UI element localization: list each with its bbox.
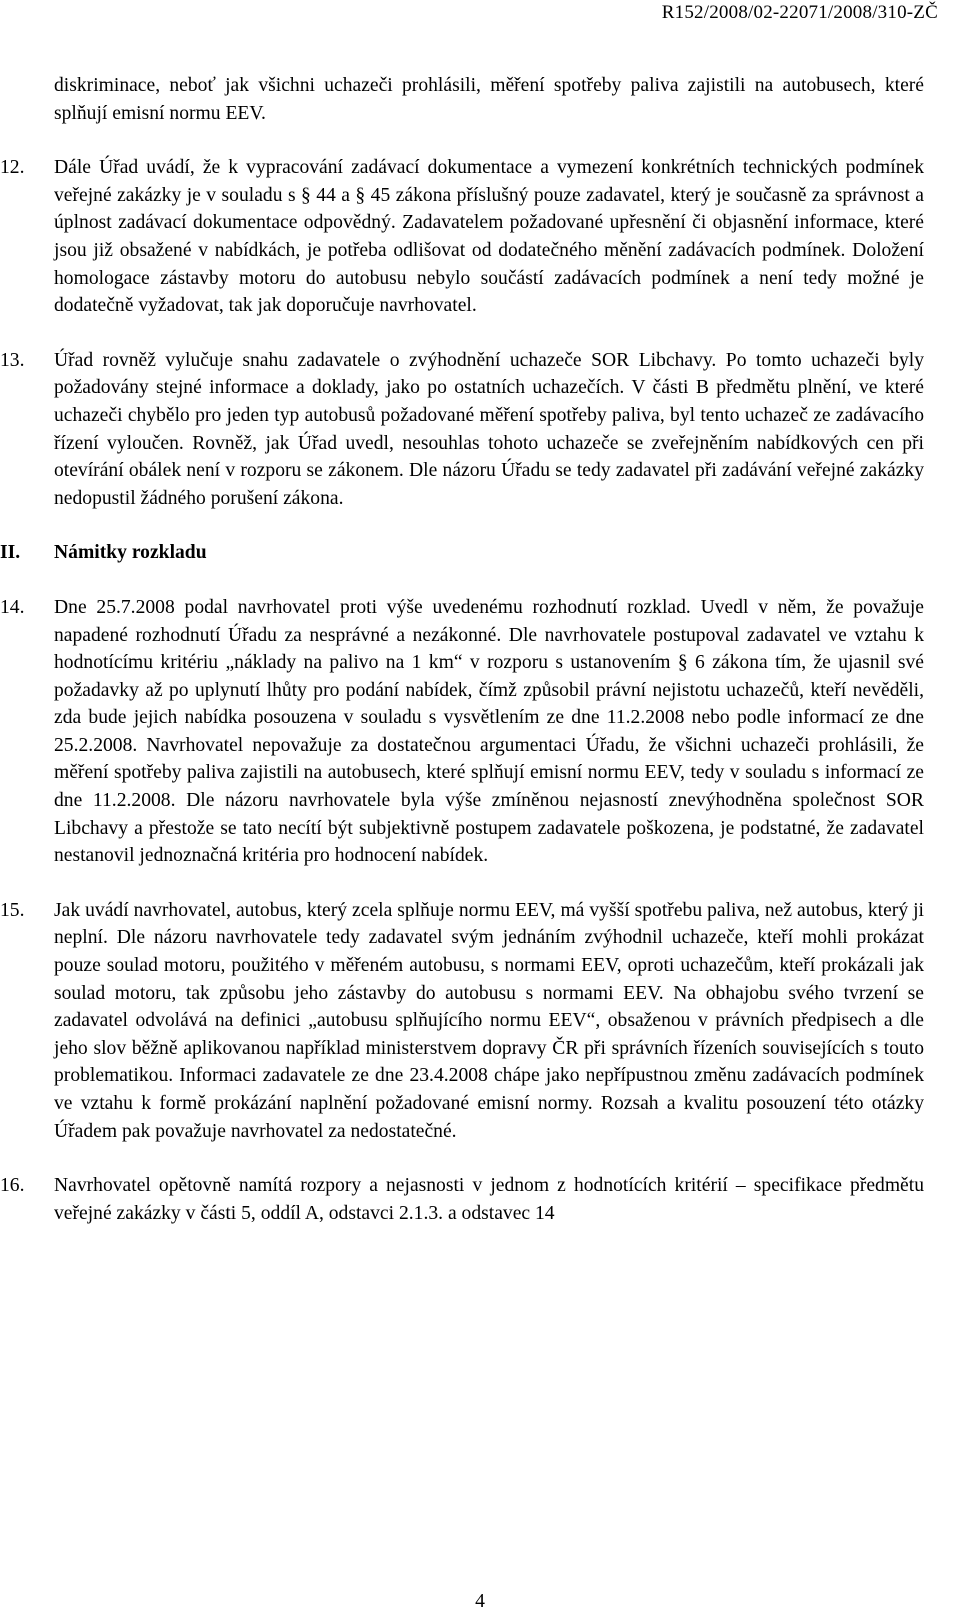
paragraph-number: 12. (0, 157, 25, 179)
spacer (54, 127, 924, 154)
paragraph-number: 14. (0, 596, 25, 618)
section-heading (0, 539, 924, 567)
paragraph-12 (0, 154, 924, 320)
paragraph-text: Navrhovatel opětovně namítá rozpory a nejasnosti v jednom z hodnotících kritérií – specifikace předmětu veřejné zakázky v části 5, oddíl A, odstavci 2.1.3. a odstavec 14 (54, 1175, 924, 1224)
page-number: 4 (475, 1591, 485, 1612)
spacer (54, 512, 924, 539)
paragraph-number: 16. (0, 1175, 25, 1197)
paragraph-14 (0, 594, 924, 870)
paragraph-text: Dne 25.7.2008 podal navrhovatel proti výše uvedenému rozhodnutí rozklad. Uvedl v něm, že považuje napadené rozhodnutí Úřadu za nesprávné a nezákonné. Dle navrhovatele postupoval zadavatel ve vztahu k hodnotícímu kritériu „náklady na palivo na 1 km“ v rozporu s ustanovením § 6 zákona tím, že ujasnil své požadavky až po uplynutí lhůty pro podání nabídek, čímž způsobil právní nejistotu uchazečů, kteří nevěděli, zda bude jejich nabídka posouzena v souladu s vysvětlením ze dne 11.2.2008 nebo podle informací ze dne 25.2.2008. Navrhovatel nepovažuje za dostatečnou argumentaci Úřadu, že všichni uchazeči prohlásili, že měření spotřeby paliva zajistili na autobusech, které splňují emisní normu EEV, tedy v souladu s informací ze dne 11.2.2008. Dle názoru navrhovatele byla výše zmíněnou nejasností znevýhodněna společnost SOR Libchavy a přestože se tato necítí být subjektivně postupem zadavatele poškozena, je podstatné, že zadavatel nestanovil jednoznačná kritéria pro hodnocení nabídek. (54, 596, 924, 867)
spacer (54, 320, 924, 347)
document-body (0, 72, 924, 1227)
paragraph-text: Jak uvádí navrhovatel, autobus, který zcela splňuje normu EEV, má vyšší spotřebu paliva, než autobus, který ji neplní. Dle názoru navrhovatele tedy zadavatel svým jednáním zvýhodnil uchazeče, kteří mohli prokázat pouze soulad motoru, použitého v měřeném autobusu, s normami EEV, oproti uchazečům, kteří prokázali jak soulad motoru, tak způsobu jeho zástavby do autobusu s normami EEV. Na obhajobu svého tvrzení se zadavatel odvolává na definici „autobusu splňujícího normu EEV“, obsaženou v právních předpisech a dle jeho slov běžně aplikovanou například ministerstvem dopravy ČR při správních řízeních souvisejících s touto problematikou. Informaci zadavatele ze dne 23.4.2008 chápe jako nepřípustnou změnu zadávacích podmínek ve vztahu k formě prokázání naplnění požadované emisní normy. Rozsah a kvalitu posouzení této otázky Úřadem pak považuje navrhovatel za nedostatečné. (54, 899, 924, 1142)
paragraph-text: Dále Úřad uvádí, že k vypracování zadávací dokumentace a vymezení konkrétních technických podmínek veřejné zakázky je v souladu s § 44 a § 45 zákona příslušný pouze zadavatel, který je současně za správnost a úplnost zadávací dokumentace odpovědný. Zadavatelem požadované upřesnění či objasnění informace, které jsou již obsažené v nabídkách, je potřeba odlišovat od dodatečného měnění zadávacích podmínek. Doložení homologace zástavby motoru do autobusu nebylo součástí zadávacích podmínek a není tedy možné je dodatečně vyžadovat, tak jak doporučuje navrhovatel. (54, 157, 924, 317)
spacer (54, 567, 924, 594)
intro-paragraph: diskriminace, neboť jak všichni uchazeči prohlásili, měření spotřeby paliva zajistili na autobusech, které splňují emisní normu EEV. (54, 75, 924, 124)
section-title: Námitky rozkladu (54, 542, 207, 564)
paragraph-13 (0, 347, 924, 513)
paragraph-number: 13. (0, 349, 25, 371)
paragraph-text: Úřad rovněž vylučuje snahu zadavatele o zvýhodnění uchazeče SOR Libchavy. Po tomto uchazeči byly požadovány stejné informace a doklady, jako po ostatních uchazečích. V části B předmětu plnění, ve které uchazeči chybělo pro jeden typ autobusů požadované měření spotřeby paliva, byl tento uchazeč ze zadávacího řízení vyloučen. Rovněž, jak Úřad uvedl, nesouhlas tohoto uchazeče se zveřejněním nabídkových cen při otevírání obálek není v rozporu se zákonem. Dle názoru Úřadu se tedy zadavatel při zadávání veřejné zakázky nedopustil žádného porušení zákona. (54, 349, 924, 509)
document-reference: R152/2008/02-22071/2008/310-ZČ (661, 2, 938, 23)
paragraph-16 (0, 1172, 924, 1227)
paragraph-15 (0, 897, 924, 1145)
section-number: II. (0, 542, 21, 564)
spacer (54, 870, 924, 897)
paragraph-number: 15. (0, 899, 25, 921)
spacer (54, 1145, 924, 1172)
